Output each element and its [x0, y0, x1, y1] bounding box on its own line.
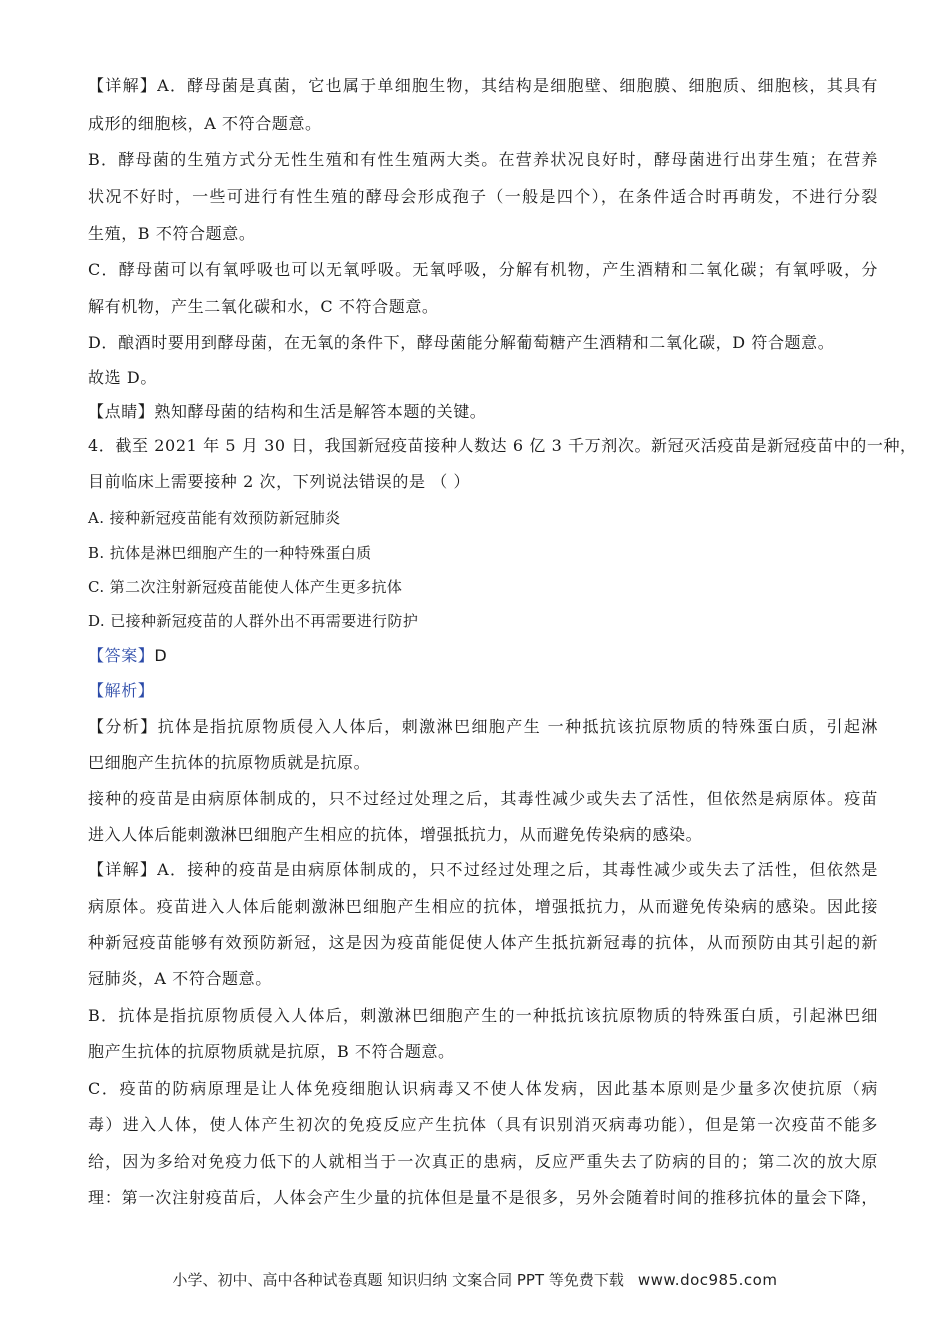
- text-line: 胞产生抗体的抗原物质就是抗原，B 不符合题意。: [88, 1042, 455, 1061]
- option-b: B. 抗体是淋巴细胞产生的一种特殊蛋白质: [88, 544, 372, 562]
- text-line: 毒）进入人体，使人体产生初次的免疫反应产生抗体（具有识别消灭病毒功能），但是第一次疫苗不能多: [88, 1115, 878, 1134]
- text-line: D．酿酒时要用到酵母菌，在无氧的条件下，酵母菌能分解葡萄糖产生酒精和二氧化碳，D 符合题意。: [88, 333, 835, 352]
- footer-text: 小学、初中、高中各种试卷真题 知识归纳 文案合同 PPT 等免费下载: [172, 1271, 624, 1289]
- text-line: 给，因为多给对免疫力低下的人就相当于一次真正的患病，反应严重失去了防病的目的；第二次的放大原: [88, 1152, 878, 1171]
- text-line: 生殖，B 不符合题意。: [88, 224, 256, 243]
- text-line: 【详解】A．酵母菌是真菌，它也属于单细胞生物，其结构是细胞壁、细胞膜、细胞质、细胞核，其具有: [88, 76, 878, 95]
- option-a: A. 接种新冠疫苗能有效预防新冠肺炎: [88, 509, 341, 527]
- question-stem: 4．截至 2021 年 5 月 30 日，我国新冠疫苗接种人数达 6 亿 3 千万剂次。新冠灭活疫苗是新冠疫苗中的一种，: [88, 436, 917, 455]
- text-line: 理：第一次注射疫苗后，人体会产生少量的抗体但是量不是很多，另外会随着时间的推移抗体的量会下降，: [88, 1188, 878, 1207]
- text-line: 接种的疫苗是由病原体制成的，只不过经过处理之后，其毒性减少或失去了活性，但依然是病原体。疫苗: [88, 789, 878, 808]
- answer-line: [88, 646, 878, 666]
- text-line: 故选 D。: [88, 368, 157, 387]
- text-line: 【分析】抗体是指抗原物质侵入人体后，刺激淋巴细胞产生 一种抵抗该抗原物质的特殊蛋白质，引起淋: [88, 717, 878, 736]
- text-line: 病原体。疫苗进入人体后能刺激淋巴细胞产生相应的抗体，增强抵抗力，从而避免传染病的感染。因此接: [88, 897, 878, 916]
- text-line: 状况不好时，一些可进行有性生殖的酵母会形成孢子（一般是四个），在条件适合时再萌发，不进行分裂: [88, 187, 878, 206]
- text-line: C．酵母菌可以有氧呼吸也可以无氧呼吸。无氧呼吸，分解有机物，产生酒精和二氧化碳；有氧呼吸，分: [88, 260, 878, 279]
- option-c: C. 第二次注射新冠疫苗能使人体产生更多抗体: [88, 578, 403, 596]
- text-line: C．疫苗的防病原理是让人体免疫细胞认识病毒又不使人体发病，因此基本原则是少量多次使抗原（病: [88, 1079, 878, 1098]
- text-line: 冠肺炎，A 不符合题意。: [88, 969, 272, 988]
- text-line: 【详解】A．接种的疫苗是由病原体制成的，只不过经过处理之后，其毒性减少或失去了活性，但依然是: [88, 860, 878, 879]
- analysis-label: 【解析】: [88, 681, 155, 700]
- text-line: 【点睛】熟知酵母菌的结构和生活是解答本题的关键。: [88, 402, 487, 421]
- question-stem: 目前临床上需要接种 2 次，下列说法错误的是 （ ）: [88, 472, 471, 491]
- answer-value: D: [154, 646, 168, 665]
- text-line: 种新冠疫苗能够有效预防新冠，这是因为疫苗能促使人体产生抵抗新冠毒的抗体，从而预防由其引起的新: [88, 933, 878, 952]
- text-line: 进入人体后能刺激淋巴细胞产生相应的抗体，增强抵抗力，从而避免传染病的感染。: [88, 825, 703, 844]
- answer-label: 【答案】: [88, 646, 155, 665]
- analysis-heading: [88, 681, 878, 701]
- option-d: D. 已接种新冠疫苗的人群外出不再需要进行防护: [88, 612, 419, 630]
- text-line: 巴细胞产生抗体的抗原物质就是抗原。: [88, 753, 371, 772]
- text-line: B．酵母菌的生殖方式分无性生殖和有性生殖两大类。在营养状况良好时，酵母菌进行出芽生殖；在营养: [88, 150, 878, 169]
- footer-site-link[interactable]: www.doc985.com: [637, 1271, 778, 1289]
- text-line: 成形的细胞核，A 不符合题意。: [88, 114, 322, 133]
- text-line: B．抗体是指抗原物质侵入人体后，刺激淋巴细胞产生的一种抵抗该抗原物质的特殊蛋白质，引起淋巴细: [88, 1006, 878, 1025]
- text-line: 解有机物，产生二氧化碳和水，C 不符合题意。: [88, 297, 439, 316]
- page-footer: [0, 1270, 950, 1290]
